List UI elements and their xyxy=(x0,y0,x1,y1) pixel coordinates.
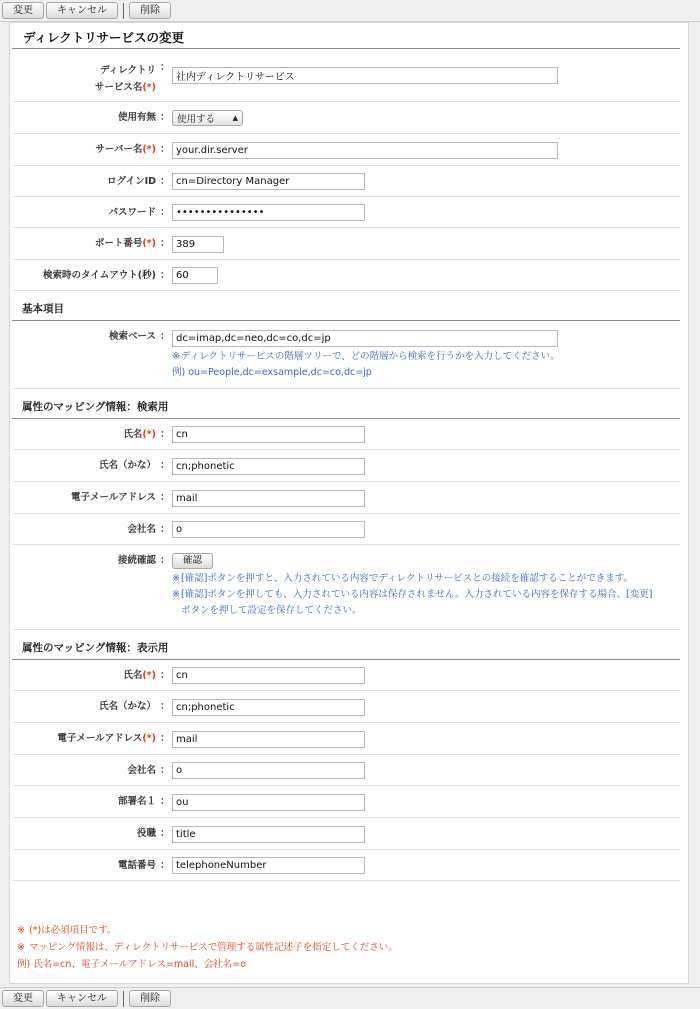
connection-note-2: ※[確認]ボタンを押しても、入力されている内容は保存されません。入力されている内容を保存する場合、[変更] xyxy=(172,589,653,600)
row-search-email: 電子メールアドレス ： mail xyxy=(12,482,680,514)
connection-label: 接続確認 xyxy=(117,555,156,566)
dir-name-input[interactable] xyxy=(172,67,558,84)
password-label: パスワード xyxy=(108,207,156,218)
search-company-label: 会社名 xyxy=(127,524,156,535)
bottom-toolbar xyxy=(0,987,700,1009)
toolbar-separator xyxy=(123,3,124,19)
row-timeout: 検索時のタイムアウト(秒) ： 60 xyxy=(12,260,680,291)
row-search-company: 会社名 ： o xyxy=(12,514,680,545)
search-name-input[interactable] xyxy=(172,426,365,443)
display-email-input[interactable] xyxy=(172,731,365,748)
connection-note-2-cont: ボタンを押して設定を保存してください。 xyxy=(181,605,362,616)
section-basic: 基本項目 xyxy=(12,291,680,321)
search-base-note: ※ディレクトリサービスの階層ツリーで、どの階層から検索を行うかを入力してください。 xyxy=(172,351,560,362)
delete-button-bottom[interactable]: 削除 xyxy=(129,990,171,1007)
display-kana-label: 氏名（かな） xyxy=(98,701,156,712)
updown-arrow-icon: ▲ xyxy=(232,114,238,122)
search-email-label: 電子メールアドレス xyxy=(70,492,156,503)
connection-note-1: ※[確認]ボタンを押すと、入力されている内容でディレクトリサービスとの接続を確認することができます。 xyxy=(172,573,634,584)
login-id-input[interactable] xyxy=(172,173,365,190)
footnotes xyxy=(17,922,398,973)
search-kana-input[interactable] xyxy=(172,458,365,475)
row-display-email: 電子メールアドレス(*) ： mail xyxy=(12,723,680,755)
search-kana-label: 氏名（かな） xyxy=(98,460,156,471)
colon: ： xyxy=(160,62,170,73)
row-display-name: 氏名(*) ： cn xyxy=(12,660,680,691)
row-search-name: 氏名(*) ： cn xyxy=(12,419,680,450)
section-search-mapping: 属性のマッピング情報：検索用 xyxy=(12,389,680,419)
row-display-company: 会社名 ： o xyxy=(12,755,680,786)
in-use-select[interactable]: 使用する ▲ xyxy=(172,110,243,126)
search-email-input[interactable] xyxy=(172,490,365,507)
display-name-input[interactable] xyxy=(172,667,365,684)
footnote-mapping: ※ マッピング情報は、ディレクトリサービスで管理する属性記述子を指定してください。 xyxy=(17,942,398,953)
delete-button[interactable]: 削除 xyxy=(129,2,171,19)
display-title-input[interactable] xyxy=(172,826,365,843)
row-connection: 接続確認 ： 確認 ※[確認]ボタンを押すと、入力されている内容でディレクトリサービスとの接続を確認することができます。 ※[確認]ボタンを押しても、入力されている内容は保存されません。入力されている内容を保存する場合、[変更] ボタンを押して設定を保存してください。 xyxy=(12,545,680,630)
display-kana-input[interactable] xyxy=(172,699,365,716)
row-port: ポート番号(*) ： 389 xyxy=(12,228,680,260)
required-mark: (*) xyxy=(142,82,156,93)
page-title: ディレクトリサービスの変更 xyxy=(12,23,680,49)
search-base-input[interactable] xyxy=(172,330,558,347)
row-password: パスワード ： ••••••••••••••• xyxy=(12,197,680,228)
row-search-kana: 氏名（かな） ： cn;phonetic xyxy=(12,450,680,482)
in-use-label: 使用有無 xyxy=(117,112,156,123)
timeout-label: 検索時のタイムアウト(秒) xyxy=(43,270,156,281)
display-title-label: 役職 xyxy=(136,828,156,839)
server-label: サーバー名(*) xyxy=(95,144,156,155)
port-label: ポート番号(*) xyxy=(94,238,156,249)
footnote-required: ※ (*)は必須項目です。 xyxy=(17,925,117,936)
display-dept-input[interactable] xyxy=(172,794,365,811)
section-display-mapping: 属性のマッピング情報：表示用 xyxy=(12,630,680,660)
row-display-title: 役職 ： title xyxy=(12,818,680,850)
display-dept-label: 部署名１ xyxy=(117,796,156,807)
cancel-button-bottom[interactable]: キャンセル xyxy=(46,990,118,1007)
row-dir-name xyxy=(12,49,680,102)
search-name-label: 氏名(*) xyxy=(123,429,156,440)
row-login: ログインID ： cn=Directory Manager xyxy=(12,166,680,197)
display-company-label: 会社名 xyxy=(127,765,156,776)
top-toolbar xyxy=(0,0,700,22)
confirm-connection-button[interactable]: 確認 xyxy=(172,553,213,569)
server-input[interactable] xyxy=(172,142,558,159)
login-label: ログインID xyxy=(107,176,156,187)
port-input[interactable] xyxy=(172,236,224,253)
dir-name-label: ディレクトリ サービス名(*) xyxy=(94,65,156,93)
cancel-button[interactable]: キャンセル xyxy=(46,2,118,19)
search-company-input[interactable] xyxy=(172,521,365,538)
change-button[interactable]: 変更 xyxy=(2,2,44,19)
change-button-bottom[interactable]: 変更 xyxy=(2,990,44,1007)
row-display-kana: 氏名（かな） ： cn;phonetic xyxy=(12,691,680,723)
display-email-label: 電子メールアドレス(*) xyxy=(57,733,156,744)
display-company-input[interactable] xyxy=(172,762,365,779)
row-display-phone: 電話番号 ： telephoneNumber xyxy=(12,850,680,881)
toolbar-separator xyxy=(123,991,124,1007)
search-base-label: 検索ベース xyxy=(108,331,156,342)
search-base-example: 例) ou=People,dc=exsample,dc=co,dc=jp xyxy=(172,367,372,378)
footnote-example: 例) 氏名=cn、電子メールアドレス=mail、会社名=o xyxy=(17,959,247,970)
display-phone-label: 電話番号 xyxy=(117,860,156,871)
timeout-input[interactable] xyxy=(172,267,218,284)
settings-panel xyxy=(9,22,689,984)
password-input[interactable] xyxy=(172,204,365,221)
display-name-label: 氏名(*) xyxy=(123,670,156,681)
row-server: サーバー名(*) ： your.dir.server xyxy=(12,134,680,166)
display-phone-input[interactable] xyxy=(172,857,365,874)
row-search-base: 検索ベース ： dc=imap,dc=neo,dc=co,dc=jp ※ディレクトリサービスの階層ツリーで、どの階層から検索を行うかを入力してください。 例) ou=People,dc=exsample,dc=co,dc=jp xyxy=(12,321,680,389)
row-in-use: 使用有無 ： 使用する ▲ xyxy=(12,102,680,134)
row-display-dept: 部署名１ ： ou xyxy=(12,786,680,818)
